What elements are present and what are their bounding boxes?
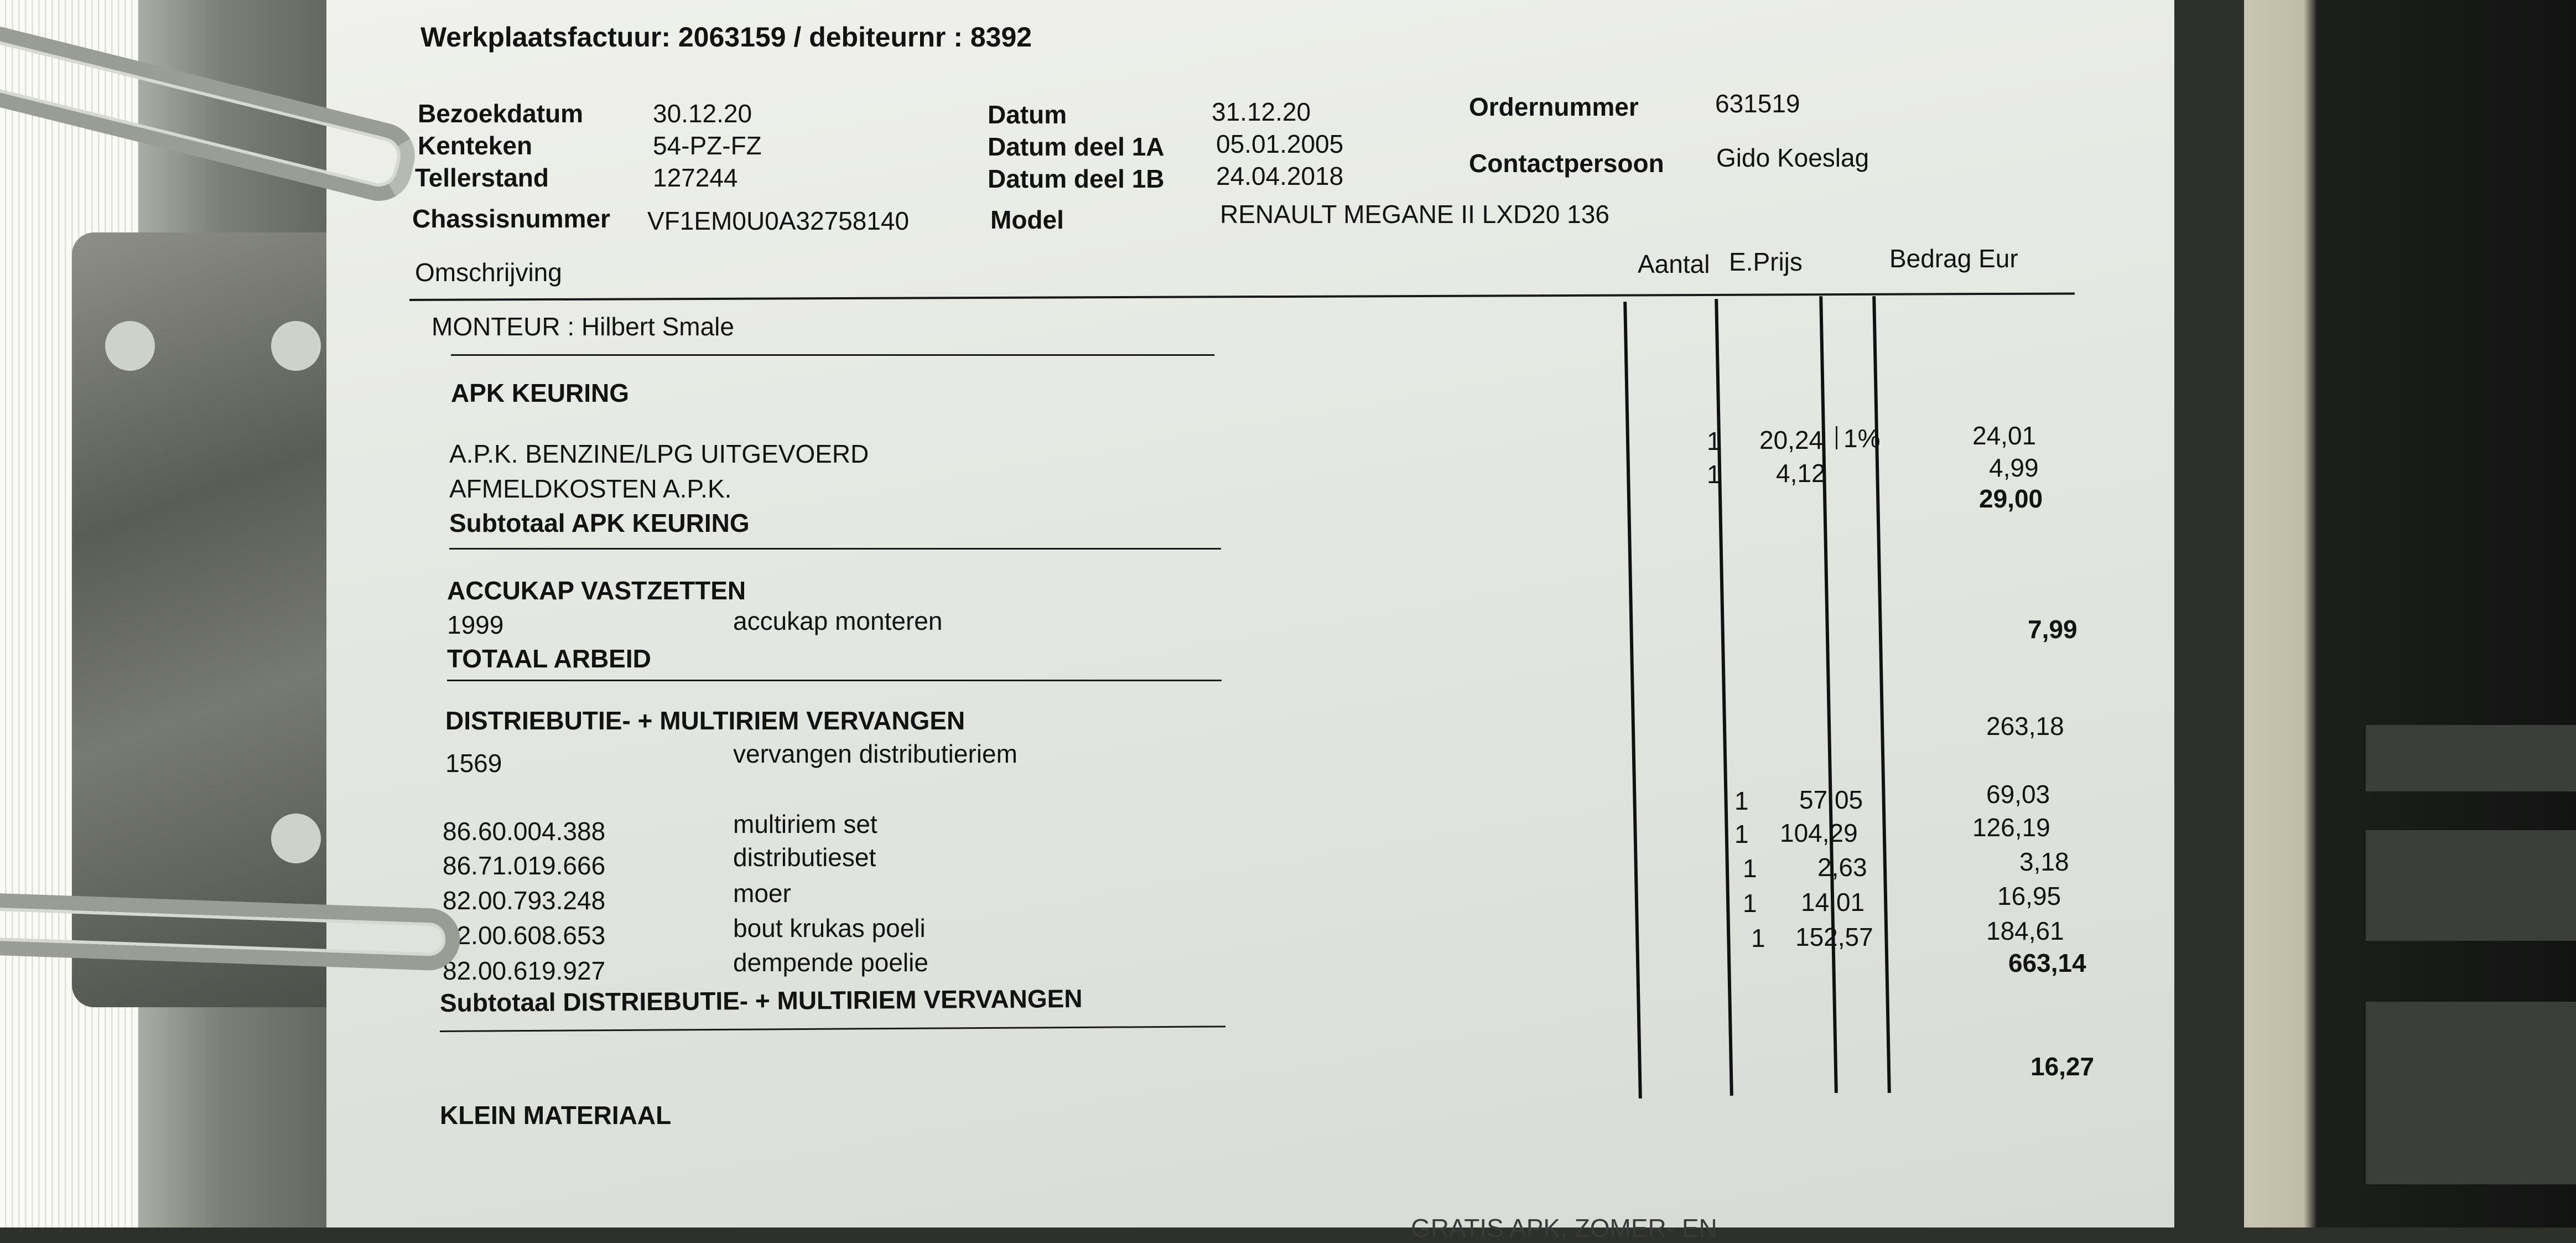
- column-rule: [1623, 302, 1642, 1099]
- afmeld-line-qty: 1: [1707, 460, 1721, 489]
- contactpersoon-value: Gido Koeslag: [1716, 143, 1869, 172]
- contactpersoon-label: Contactpersoon: [1469, 149, 1664, 178]
- divider-tab: [2366, 725, 2576, 791]
- part-desc: dempende poelie: [733, 948, 928, 977]
- klein-materiaal-title: KLEIN MATERIAAL: [440, 1101, 672, 1130]
- totaal-arbeid-amount: 7,99: [2028, 615, 2078, 644]
- part-amount: 16,95: [1997, 882, 2061, 910]
- pct-separator: [1836, 426, 1837, 449]
- divider-tab: [2366, 830, 2576, 941]
- invoice-paper: [326, 0, 2174, 1242]
- klein-materiaal-amount: 16,27: [2030, 1052, 2095, 1081]
- part-price: 14,01: [1801, 888, 1865, 916]
- part-price: 152,57: [1795, 923, 1873, 951]
- apk-line-desc: A.P.K. BENZINE/LPG UITGEVOERD: [449, 439, 869, 468]
- part-amount: 126,19: [1972, 813, 2050, 842]
- part-desc: bout krukas poeli: [733, 914, 926, 942]
- plate-hole: [271, 321, 321, 371]
- section-rule: [449, 548, 1221, 550]
- ordernummer-value: 631519: [1715, 89, 1800, 118]
- col-eprijs: E.Prijs: [1729, 247, 1803, 276]
- afmeld-line-amount: 4,99: [1989, 453, 2039, 482]
- datum-label: Datum: [988, 100, 1067, 129]
- part-code: 82.00.793.248: [443, 886, 606, 915]
- plate-hole: [271, 814, 321, 863]
- chassisnummer-value: VF1EM0U0A32758140: [647, 206, 910, 235]
- datum-deel-1a-value: 05.01.2005: [1216, 130, 1344, 158]
- bezoekdatum-value: 30.12.20: [653, 99, 752, 128]
- section-rule: [440, 1026, 1225, 1032]
- part-code: 82.00.619.927: [443, 956, 606, 985]
- datum-deel-1b-value: 24.04.2018: [1216, 162, 1344, 190]
- afmeld-line-price: 4,12: [1776, 459, 1826, 488]
- tellerstand-value: 127244: [653, 163, 738, 192]
- section-rule: [447, 680, 1222, 681]
- apk-subtotal-amount: 29,00: [1979, 484, 2043, 513]
- part-price: 57,05: [1799, 785, 1863, 814]
- plate-hole: [105, 321, 155, 371]
- part-price: 104,29: [1780, 819, 1858, 847]
- model-value: RENAULT MEGANE II LXD20 136: [1220, 200, 1609, 229]
- part-price: 2,63: [1817, 853, 1867, 882]
- kenteken-label: Kenteken: [418, 131, 533, 160]
- part-code: 86.60.004.388: [443, 817, 606, 846]
- col-aantal: Aantal: [1638, 250, 1710, 278]
- afmeld-line-desc: AFMELDKOSTEN A.P.K.: [449, 474, 732, 503]
- part-amount: 69,03: [1986, 780, 2050, 809]
- part-qty: 1: [1743, 889, 1757, 918]
- datum-deel-1b-label: Datum deel 1B: [988, 164, 1165, 193]
- distributie-subtotal-amount: 663,14: [2008, 949, 2086, 977]
- column-rule: [1715, 299, 1733, 1096]
- part-qty: 1: [1743, 854, 1757, 883]
- kenteken-value: 54-PZ-FZ: [653, 131, 762, 160]
- col-omschrijving: Omschrijving: [415, 258, 562, 287]
- section-rule: [451, 354, 1214, 356]
- accukap-code: 1999: [447, 610, 504, 639]
- apk-line-pct: 1%: [1843, 424, 1881, 453]
- distributie-labor-amount: 263,18: [1986, 712, 2064, 740]
- part-desc: moer: [733, 879, 791, 908]
- chassisnummer-label: Chassisnummer: [412, 204, 610, 233]
- footer-partial-text: GRATIS APK, ZOMER- EN: [1411, 1214, 1717, 1242]
- apk-line-price: 20,24: [1759, 426, 1824, 454]
- distributie-subtotal-label: Subtotaal DISTRIEBUTIE- + MULTIRIEM VERVANGEN: [439, 983, 1083, 1017]
- datum-deel-1a-label: Datum deel 1A: [988, 132, 1165, 161]
- tellerstand-label: Tellerstand: [415, 163, 549, 192]
- accukap-section-title: ACCUKAP VASTZETTEN: [447, 576, 746, 605]
- bezoekdatum-label: Bezoekdatum: [418, 99, 584, 128]
- part-desc: multiriem set: [733, 810, 877, 838]
- totaal-arbeid-label: TOTAAL ARBEID: [447, 644, 651, 673]
- part-qty: 1: [1734, 786, 1749, 815]
- apk-section-title: APK KEURING: [451, 379, 630, 407]
- datum-value: 31.12.20: [1212, 97, 1311, 126]
- column-rule: [1819, 296, 1838, 1093]
- model-label: Model: [990, 205, 1064, 234]
- accukap-desc: accukap monteren: [733, 607, 943, 635]
- part-desc: distributieset: [733, 843, 876, 872]
- column-rule: [1872, 296, 1891, 1093]
- apk-line-qty: 1: [1707, 427, 1721, 455]
- apk-subtotal-label: Subtotaal APK KEURING: [449, 509, 750, 537]
- dark-background-right: [2244, 0, 2576, 1228]
- part-amount: 184,61: [1986, 916, 2064, 945]
- distributie-section-title: DISTRIEBUTIE- + MULTIRIEM VERVANGEN: [445, 706, 965, 735]
- part-qty: 1: [1751, 924, 1765, 952]
- binder-mechanism-plate: [72, 232, 360, 1007]
- part-qty: 1: [1734, 820, 1749, 848]
- ordernummer-label: Ordernummer: [1469, 92, 1639, 121]
- distributie-labor-desc: vervangen distributieriem: [733, 739, 1017, 768]
- apk-line-amount: 24,01: [1972, 421, 2037, 450]
- part-code: 86.71.019.666: [443, 851, 606, 880]
- monteur-line: MONTEUR : Hilbert Smale: [432, 312, 734, 341]
- invoice-title: Werkplaatsfactuur: 2063159 / debiteurnr : 8392: [420, 22, 1032, 53]
- part-code: 82.00.608.653: [443, 921, 606, 950]
- divider-tab: [2366, 1002, 2576, 1184]
- distributie-labor-code: 1569: [445, 749, 502, 778]
- col-bedrag: Bedrag Eur: [1889, 244, 2018, 273]
- header-rule: [409, 292, 2075, 301]
- part-amount: 3,18: [2019, 847, 2069, 876]
